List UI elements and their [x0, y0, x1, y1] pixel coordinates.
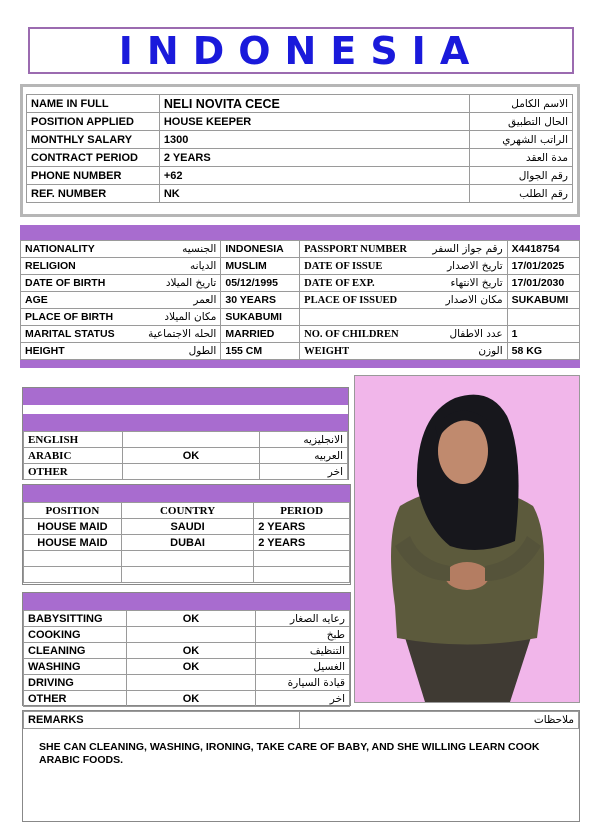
- skill-label: COOKING: [24, 627, 127, 643]
- field-value: 05/12/1995: [221, 275, 300, 292]
- phone-number-value: +62: [159, 167, 469, 185]
- experience-country: DUBAI: [121, 535, 253, 551]
- language-label: OTHER: [24, 464, 123, 480]
- experience-header-row: [24, 503, 350, 519]
- table-row: [24, 464, 348, 480]
- field-value: SUKABUMI: [221, 309, 300, 326]
- table-row: [24, 675, 350, 691]
- field-label: PLACE OF ISSUED: [300, 292, 411, 309]
- skill-value: OK: [126, 643, 255, 659]
- field-label: NO. OF CHILDREN: [300, 326, 411, 343]
- field-label: AGE: [21, 292, 124, 309]
- field-label: POSITION APPLIED: [27, 113, 160, 131]
- field-label-arabic: الراتب الشهري: [470, 131, 573, 149]
- skill-label-arabic: اخر: [256, 691, 350, 707]
- experience-position: [24, 551, 122, 567]
- table-row: [24, 567, 350, 583]
- table-row: [27, 95, 573, 113]
- experience-period: [254, 567, 350, 583]
- experience-position: [24, 567, 122, 583]
- field-label-arabic: الجنسيه: [123, 241, 221, 258]
- table-row: [27, 167, 573, 185]
- field-label: [300, 309, 411, 326]
- section-header-bar: [20, 225, 580, 240]
- field-value: 17/01/2025: [507, 258, 579, 275]
- table-row: [27, 113, 573, 131]
- experience-position: HOUSE MAID: [24, 535, 122, 551]
- field-value: 17/01/2030: [507, 275, 579, 292]
- table-row: [24, 611, 350, 627]
- field-label: HEIGHT: [21, 343, 124, 360]
- field-label: PASSPORT NUMBER: [300, 241, 411, 258]
- monthly-salary-value: 1300: [159, 131, 469, 149]
- field-label: DATE OF BIRTH: [21, 275, 124, 292]
- experience-period: [254, 551, 350, 567]
- field-label-arabic: مدة العقد: [470, 149, 573, 167]
- language-label: ENGLISH: [24, 432, 123, 448]
- section-footer-bar: [20, 360, 580, 368]
- skill-label-arabic: الغسيل: [256, 659, 350, 675]
- experience-position: HOUSE MAID: [24, 519, 122, 535]
- experience-country: [121, 551, 253, 567]
- language-value: OK: [123, 448, 259, 464]
- language-label-arabic: العربيه: [259, 448, 347, 464]
- table-row: [24, 691, 350, 707]
- field-label-arabic: رقم الجوال: [470, 167, 573, 185]
- field-label-arabic: رقم الطلب: [470, 185, 573, 203]
- country-header: COUNTRY: [121, 503, 253, 519]
- section-header-bar: [23, 593, 350, 610]
- table-row: [24, 519, 350, 535]
- field-label: PLACE OF BIRTH: [21, 309, 124, 326]
- language-label: ARABIC: [24, 448, 123, 464]
- applicant-info-section: [20, 84, 580, 217]
- experience-country: [121, 567, 253, 583]
- skill-label: WASHING: [24, 659, 127, 675]
- remarks-text: SHE CAN CLEANING, WASHING, IRONING, TAKE CARE OF BABY, AND SHE WILLING LEARN COOK ARABIC FOODS.: [39, 741, 540, 766]
- language-value: [123, 464, 259, 480]
- table-row: [24, 643, 350, 659]
- language-label-arabic: الانجليزيه: [259, 432, 347, 448]
- field-value: 155 CM: [221, 343, 300, 360]
- section-header-bar: [23, 485, 350, 502]
- skill-label: BABYSITTING: [24, 611, 127, 627]
- field-label-arabic: تاريخ الميلاد: [123, 275, 221, 292]
- field-label: NAME IN FULL: [27, 95, 160, 113]
- skill-label: DRIVING: [24, 675, 127, 691]
- field-label: WEIGHT: [300, 343, 411, 360]
- contract-period-value: 2 YEARS: [159, 149, 469, 167]
- table-row: [21, 309, 580, 326]
- table-row: [27, 131, 573, 149]
- remarks-section: [22, 710, 580, 822]
- table-row: [21, 275, 580, 292]
- language-value: [123, 432, 259, 448]
- remarks-header-row: [24, 712, 579, 729]
- field-label-arabic: تاريخ الانتهاء: [411, 275, 507, 292]
- period-header: PERIOD: [254, 503, 350, 519]
- table-row: [24, 659, 350, 675]
- field-label-arabic: رقم جواز السفر: [411, 241, 507, 258]
- field-label-arabic: الاسم الكامل: [470, 95, 573, 113]
- field-label-arabic: الوزن: [411, 343, 507, 360]
- language-label-arabic: اخر: [259, 464, 347, 480]
- section-header-bar: [23, 414, 348, 431]
- field-value: 58 KG: [507, 343, 579, 360]
- field-label: REF. NUMBER: [27, 185, 160, 203]
- table-row: [27, 149, 573, 167]
- experience-period: 2 YEARS: [254, 519, 350, 535]
- field-label-arabic: مكان الميلاد: [123, 309, 221, 326]
- table-row: [24, 627, 350, 643]
- position-applied-value: HOUSE KEEPER: [159, 113, 469, 131]
- languages-section: [22, 387, 349, 480]
- field-value: SUKABUMI: [507, 292, 579, 309]
- table-row: [27, 185, 573, 203]
- field-value: INDONESIA: [221, 241, 300, 258]
- skill-label: CLEANING: [24, 643, 127, 659]
- field-value: MUSLIM: [221, 258, 300, 275]
- field-label-arabic: الحله الاجتماعية: [123, 326, 221, 343]
- page-title: INDONESIA: [28, 27, 574, 74]
- field-label: MONTHLY SALARY: [27, 131, 160, 149]
- skill-label-arabic: التنظيف: [256, 643, 350, 659]
- skill-label-arabic: قيادة السيارة: [256, 675, 350, 691]
- skill-value: [126, 627, 255, 643]
- skills-section: [22, 592, 351, 706]
- table-row: [24, 432, 348, 448]
- applicant-photo: [354, 375, 580, 703]
- field-label: DATE OF ISSUE: [300, 258, 411, 275]
- table-row: [21, 343, 580, 360]
- table-row: [24, 551, 350, 567]
- remarks-label: REMARKS: [24, 712, 300, 729]
- field-label-arabic: الديانه: [123, 258, 221, 275]
- field-label-arabic: [411, 309, 507, 326]
- table-row: [21, 326, 580, 343]
- experience-period: 2 YEARS: [254, 535, 350, 551]
- applicant-photo-illustration: [355, 376, 579, 702]
- field-label-arabic: تاريخ الاصدار: [411, 258, 507, 275]
- personal-details-section: [20, 225, 580, 368]
- field-label-arabic: مكان الاصدار: [411, 292, 507, 309]
- field-label: PHONE NUMBER: [27, 167, 160, 185]
- table-row: [24, 448, 348, 464]
- field-value: 1: [507, 326, 579, 343]
- position-header: POSITION: [24, 503, 122, 519]
- field-label: DATE OF EXP.: [300, 275, 411, 292]
- ref-number-value: NK: [159, 185, 469, 203]
- remarks-label-arabic: ملاحظات: [299, 712, 578, 729]
- table-row: [21, 258, 580, 275]
- experience-country: SAUDI: [121, 519, 253, 535]
- skill-value: OK: [126, 691, 255, 707]
- field-label: CONTRACT PERIOD: [27, 149, 160, 167]
- table-row: [24, 535, 350, 551]
- full-name-value: NELI NOVITA CECE: [159, 95, 469, 113]
- section-header-bar: [23, 388, 348, 405]
- field-value: MARRIED: [221, 326, 300, 343]
- skill-value: OK: [126, 659, 255, 675]
- field-value: 30 YEARS: [221, 292, 300, 309]
- skill-value: OK: [126, 611, 255, 627]
- field-label-arabic: عدد الاطفال: [411, 326, 507, 343]
- field-label-arabic: الحال التطبيق: [470, 113, 573, 131]
- table-row: [21, 292, 580, 309]
- skill-value: [126, 675, 255, 691]
- field-label: MARITAL STATUS: [21, 326, 124, 343]
- skill-label-arabic: طبخ: [256, 627, 350, 643]
- skill-label: OTHER: [24, 691, 127, 707]
- field-value: [507, 309, 579, 326]
- experience-section: [22, 484, 351, 585]
- field-label: NATIONALITY: [21, 241, 124, 258]
- table-row: [21, 241, 580, 258]
- skill-label-arabic: رعايه الصغار: [256, 611, 350, 627]
- field-label: RELIGION: [21, 258, 124, 275]
- field-value: X4418754: [507, 241, 579, 258]
- field-label-arabic: العمر: [123, 292, 221, 309]
- field-label-arabic: الطول: [123, 343, 221, 360]
